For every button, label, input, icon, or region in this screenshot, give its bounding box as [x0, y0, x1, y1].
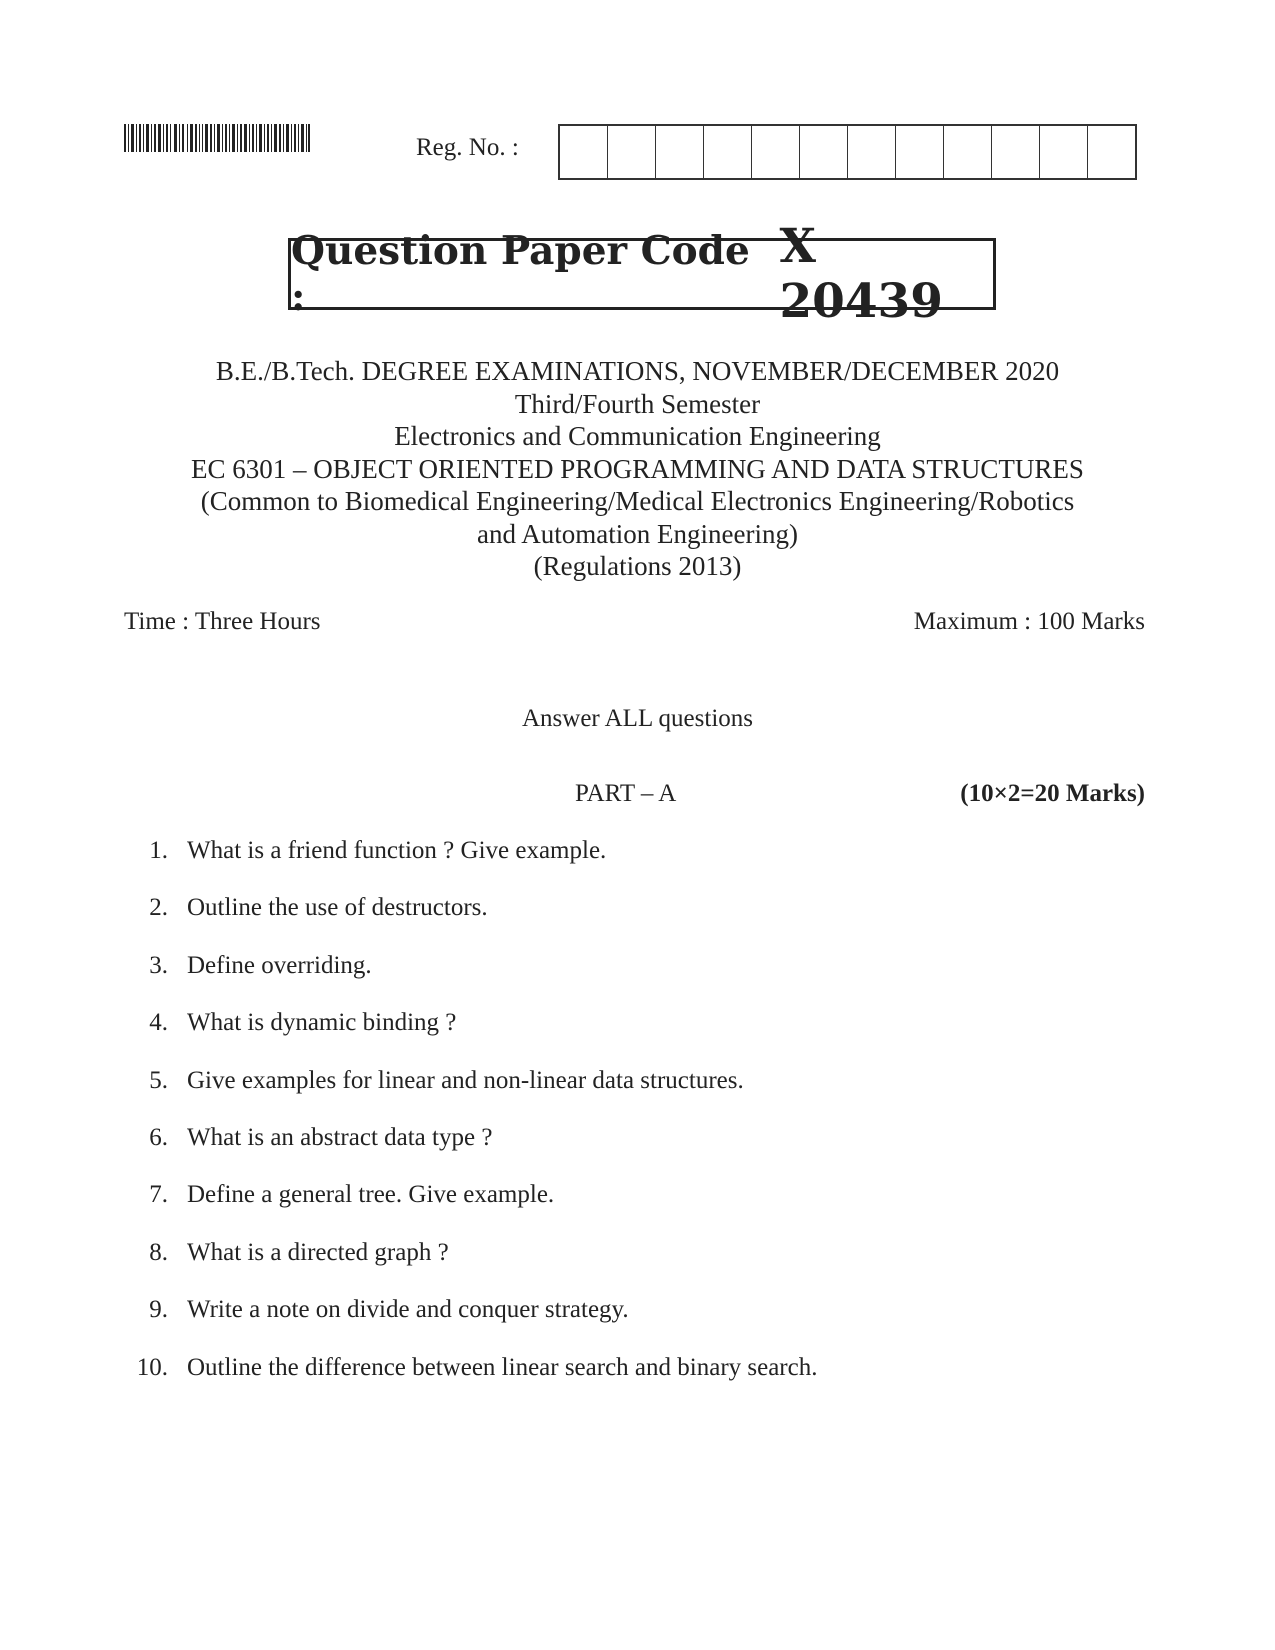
- question-number: 3.: [149, 951, 168, 979]
- regulations: (Regulations 2013): [533, 551, 742, 581]
- question-text: Outline the difference between linear search and binary search.: [187, 1353, 818, 1381]
- paper-code-value: X 20439: [779, 219, 943, 329]
- question-number: 5.: [149, 1066, 168, 1094]
- question-text: Write a note on divide and conquer strategy.: [187, 1296, 629, 1324]
- reg-no-box[interactable]: [1040, 126, 1088, 178]
- question-number: 8.: [149, 1238, 168, 1266]
- reg-no-box[interactable]: [1088, 126, 1135, 178]
- question-text: Give examples for linear and non-linear data structures.: [187, 1066, 744, 1094]
- question-text: What is an abstract data type ?: [187, 1124, 493, 1151]
- semester: Third/Fourth Semester: [514, 388, 761, 419]
- time-duration: Time : Three Hours: [124, 608, 321, 635]
- reg-no-box[interactable]: [560, 126, 608, 178]
- reg-no-box[interactable]: [800, 126, 848, 178]
- part-a-marks: (10×2=20 Marks): [960, 780, 1145, 807]
- question-paper-code-box: [288, 219, 996, 329]
- question-number: 9.: [149, 1296, 168, 1324]
- maximum-marks: Maximum : 100 Marks: [913, 608, 1145, 635]
- reg-no-box[interactable]: [848, 126, 896, 178]
- barcode: [124, 124, 310, 152]
- exam-title: B.E./B.Tech. DEGREE EXAMINATIONS, NOVEMBER/DECEMBER 2020: [215, 356, 1060, 386]
- reg-no-box[interactable]: [752, 126, 800, 178]
- reg-no-box[interactable]: [704, 126, 752, 178]
- course-title: EC 6301 – OBJECT ORIENTED PROGRAMMING AND DATA STRUCTURES: [191, 453, 1084, 484]
- department: Electronics and Communication Engineering: [394, 421, 881, 451]
- question-text: What is dynamic binding ?: [187, 1009, 457, 1037]
- question-text: What is a directed graph ?: [187, 1238, 449, 1266]
- question-number: 7.: [149, 1181, 168, 1209]
- question-number: 6.: [149, 1124, 168, 1151]
- question-number: 10.: [136, 1353, 168, 1381]
- question-number: 1.: [149, 837, 168, 864]
- common-to-line-1: (Common to Biomedical Engineering/Medical Electronics Engineering/Robotics: [200, 486, 1075, 516]
- exam-details: [0, 355, 1275, 583]
- instruction: Answer ALL questions: [522, 705, 753, 732]
- question-text: Outline the use of destructors.: [187, 894, 488, 922]
- question-text: Define a general tree. Give example.: [187, 1181, 555, 1209]
- reg-no-box[interactable]: [896, 126, 944, 178]
- question-text: Define overriding.: [187, 951, 372, 979]
- paper-code-label: Question Paper Code :: [291, 228, 750, 320]
- question-number: 2.: [149, 894, 168, 922]
- reg-no-box[interactable]: [992, 126, 1040, 178]
- reg-no-boxes[interactable]: [558, 124, 1137, 180]
- reg-no-box[interactable]: [944, 126, 992, 178]
- reg-no-box[interactable]: [656, 126, 704, 178]
- reg-no-box[interactable]: [608, 126, 656, 178]
- question-number: 4.: [149, 1009, 168, 1037]
- reg-no-label: Reg. No. :: [416, 134, 519, 161]
- question-text: What is a friend function ? Give example.: [187, 837, 607, 864]
- part-a-title: PART – A: [575, 780, 677, 807]
- common-to-line-2: and Automation Engineering): [477, 518, 798, 549]
